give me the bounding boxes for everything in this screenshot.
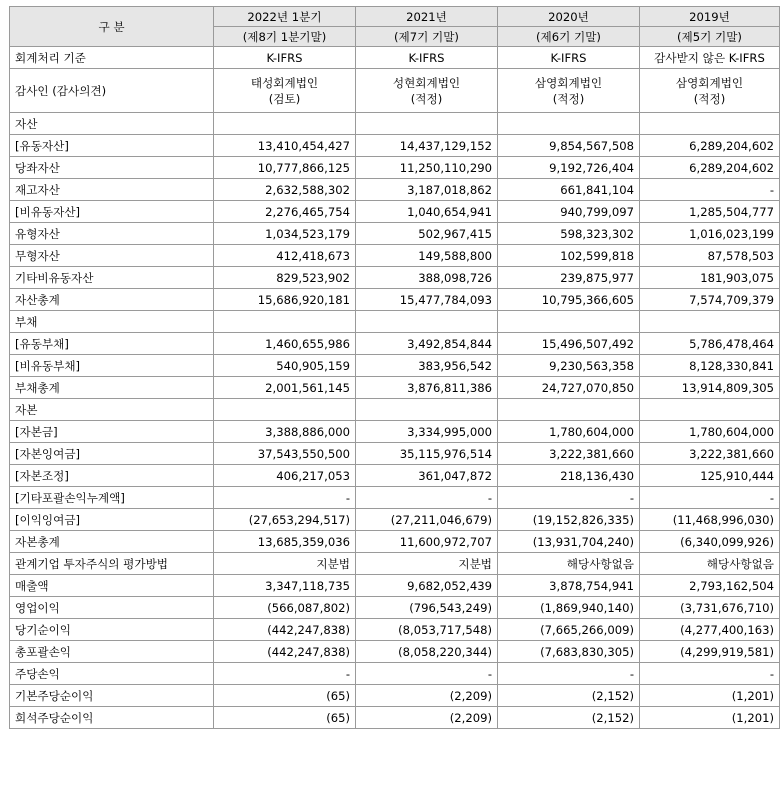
value-cell: 35,115,976,514 [356, 443, 498, 465]
value-cell [356, 113, 498, 135]
table-body [10, 7, 780, 729]
header-row-years [10, 7, 780, 27]
value-cell: (8,053,717,548) [356, 619, 498, 641]
table-row [10, 553, 780, 575]
value-cell: (796,543,249) [356, 597, 498, 619]
value-cell: 598,323,302 [498, 223, 640, 245]
value-cell: 해당사항없음 [498, 553, 640, 575]
value-cell: 1,040,654,941 [356, 201, 498, 223]
value-cell: 24,727,070,850 [498, 377, 640, 399]
value-cell: 3,876,811,386 [356, 377, 498, 399]
row-label: 부채총계 [10, 377, 214, 399]
table-row [10, 597, 780, 619]
value-cell: 6,289,204,602 [640, 157, 780, 179]
row-label: [자본조정] [10, 465, 214, 487]
value-cell: 지분법 [214, 553, 356, 575]
info-cell-line: 삼영회계법인 [675, 75, 744, 90]
value-cell: (13,931,704,240) [498, 531, 640, 553]
value-cell: (2,152) [498, 707, 640, 729]
value-cell: 6,289,204,602 [640, 135, 780, 157]
row-label: [기타포괄손익누계액] [10, 487, 214, 509]
table-row [10, 399, 780, 421]
value-cell: 15,686,920,181 [214, 289, 356, 311]
value-cell: 9,192,726,404 [498, 157, 640, 179]
period-term-header: (제7기 기말) [356, 27, 498, 47]
info-cell-line: K-IFRS [550, 50, 587, 65]
table-row [10, 685, 780, 707]
value-cell: (2,152) [498, 685, 640, 707]
value-cell: 87,578,503 [640, 245, 780, 267]
value-cell: 지분법 [356, 553, 498, 575]
value-cell: (7,665,266,009) [498, 619, 640, 641]
info-cell-line: (적정) [410, 91, 443, 106]
row-label: 당기순이익 [10, 619, 214, 641]
table-row [10, 135, 780, 157]
value-cell: 3,187,018,862 [356, 179, 498, 201]
row-label: 희석주당순이익 [10, 707, 214, 729]
value-cell: 829,523,902 [214, 267, 356, 289]
table-row [10, 245, 780, 267]
value-cell [498, 399, 640, 421]
value-cell: 9,854,567,508 [498, 135, 640, 157]
value-cell: (1,869,940,140) [498, 597, 640, 619]
info-cell-line: 태성회계법인 [250, 75, 319, 90]
value-cell: (442,247,838) [214, 641, 356, 663]
table-row [10, 311, 780, 333]
value-cell: - [640, 487, 780, 509]
info-cell [640, 47, 780, 69]
value-cell: 181,903,075 [640, 267, 780, 289]
value-cell: (4,277,400,163) [640, 619, 780, 641]
info-cell-line: 삼영회계법인 [534, 75, 603, 90]
value-cell: 361,047,872 [356, 465, 498, 487]
value-cell: 8,128,330,841 [640, 355, 780, 377]
value-cell: 125,910,444 [640, 465, 780, 487]
table-row [10, 223, 780, 245]
value-cell: 940,799,097 [498, 201, 640, 223]
row-label: 기본주당순이익 [10, 685, 214, 707]
value-cell: 3,388,886,000 [214, 421, 356, 443]
value-cell: 해당사항없음 [640, 553, 780, 575]
table-row [10, 267, 780, 289]
value-cell: 218,136,430 [498, 465, 640, 487]
value-cell: 13,685,359,036 [214, 531, 356, 553]
info-row [10, 69, 780, 113]
value-cell: 3,334,995,000 [356, 421, 498, 443]
row-label: 회계처리 기준 [10, 47, 214, 69]
value-cell: (65) [214, 685, 356, 707]
table-row [10, 421, 780, 443]
info-row [10, 47, 780, 69]
table-row [10, 641, 780, 663]
period-year-header: 2021년 [356, 7, 498, 27]
table-row [10, 707, 780, 729]
value-cell: (19,152,826,335) [498, 509, 640, 531]
table-row [10, 509, 780, 531]
value-cell [640, 113, 780, 135]
row-label: 자본총계 [10, 531, 214, 553]
value-cell: 3,222,381,660 [640, 443, 780, 465]
value-cell: - [640, 179, 780, 201]
info-cell-line: 감사받지 않은 K-IFRS [654, 50, 765, 65]
value-cell: 540,905,159 [214, 355, 356, 377]
row-label: 주당손익 [10, 663, 214, 685]
period-year-header: 2019년 [640, 7, 780, 27]
info-cell [356, 47, 498, 69]
table-row [10, 289, 780, 311]
value-cell: 10,777,866,125 [214, 157, 356, 179]
row-label: 총포괄손익 [10, 641, 214, 663]
row-label: 부채 [10, 311, 214, 333]
category-header: 구 분 [10, 7, 214, 47]
value-cell: 2,632,588,302 [214, 179, 356, 201]
value-cell: - [356, 487, 498, 509]
row-label: 자산총계 [10, 289, 214, 311]
info-cell-line: (검토) [268, 91, 301, 106]
period-year-header: 2020년 [498, 7, 640, 27]
value-cell: (65) [214, 707, 356, 729]
value-cell: 11,600,972,707 [356, 531, 498, 553]
period-year-header: 2022년 1분기 [214, 7, 356, 27]
info-cell [356, 69, 498, 113]
table-row [10, 531, 780, 553]
value-cell: 37,543,550,500 [214, 443, 356, 465]
row-label: 무형자산 [10, 245, 214, 267]
value-cell: - [356, 663, 498, 685]
period-term-header: (제5기 기말) [640, 27, 780, 47]
value-cell: 661,841,104 [498, 179, 640, 201]
value-cell: 1,780,604,000 [498, 421, 640, 443]
value-cell: 1,285,504,777 [640, 201, 780, 223]
table-row [10, 619, 780, 641]
value-cell: 239,875,977 [498, 267, 640, 289]
value-cell: 14,437,129,152 [356, 135, 498, 157]
row-label: [이익잉여금] [10, 509, 214, 531]
value-cell: 5,786,478,464 [640, 333, 780, 355]
value-cell: 3,492,854,844 [356, 333, 498, 355]
period-term-header: (제6기 기말) [498, 27, 640, 47]
row-label: [비유동자산] [10, 201, 214, 223]
value-cell: 1,780,604,000 [640, 421, 780, 443]
value-cell: - [214, 487, 356, 509]
value-cell: (1,201) [640, 707, 780, 729]
info-cell-line: 성현회계법인 [392, 75, 461, 90]
value-cell: 3,878,754,941 [498, 575, 640, 597]
value-cell: 2,001,561,145 [214, 377, 356, 399]
row-label: [자본잉여금] [10, 443, 214, 465]
info-cell-line: K-IFRS [408, 50, 445, 65]
table-row [10, 333, 780, 355]
value-cell: 2,793,162,504 [640, 575, 780, 597]
table-row [10, 663, 780, 685]
row-label: 자본 [10, 399, 214, 421]
value-cell: (8,058,220,344) [356, 641, 498, 663]
period-term-header: (제8기 1분기말) [214, 27, 356, 47]
value-cell [498, 113, 640, 135]
table-row [10, 443, 780, 465]
value-cell: 1,034,523,179 [214, 223, 356, 245]
value-cell: 2,276,465,754 [214, 201, 356, 223]
value-cell: 502,967,415 [356, 223, 498, 245]
row-label: 유형자산 [10, 223, 214, 245]
row-label: [유동자산] [10, 135, 214, 157]
table-row [10, 487, 780, 509]
value-cell: (11,468,996,030) [640, 509, 780, 531]
value-cell: (7,683,830,305) [498, 641, 640, 663]
info-cell [498, 69, 640, 113]
value-cell: - [498, 663, 640, 685]
value-cell: - [214, 663, 356, 685]
value-cell [214, 399, 356, 421]
row-label: 영업이익 [10, 597, 214, 619]
value-cell: 1,460,655,986 [214, 333, 356, 355]
value-cell [214, 311, 356, 333]
value-cell: 149,588,800 [356, 245, 498, 267]
row-label: 자산 [10, 113, 214, 135]
row-label: 관계기업 투자주식의 평가방법 [10, 553, 214, 575]
info-cell [214, 47, 356, 69]
value-cell: 13,410,454,427 [214, 135, 356, 157]
table-row [10, 113, 780, 135]
value-cell: - [498, 487, 640, 509]
info-cell [640, 69, 780, 113]
value-cell: 102,599,818 [498, 245, 640, 267]
table-row [10, 465, 780, 487]
row-label: [자본금] [10, 421, 214, 443]
row-label: [비유동부채] [10, 355, 214, 377]
value-cell: (442,247,838) [214, 619, 356, 641]
value-cell: - [640, 663, 780, 685]
value-cell: (566,087,802) [214, 597, 356, 619]
value-cell [640, 399, 780, 421]
row-label: 기타비유동자산 [10, 267, 214, 289]
value-cell: (1,201) [640, 685, 780, 707]
value-cell [640, 311, 780, 333]
row-label: 매출액 [10, 575, 214, 597]
table-row [10, 355, 780, 377]
value-cell: (27,211,046,679) [356, 509, 498, 531]
info-cell [214, 69, 356, 113]
value-cell [356, 399, 498, 421]
table-row [10, 157, 780, 179]
table-row [10, 575, 780, 597]
value-cell: (2,209) [356, 707, 498, 729]
value-cell: 388,098,726 [356, 267, 498, 289]
value-cell: 15,496,507,492 [498, 333, 640, 355]
value-cell: 412,418,673 [214, 245, 356, 267]
value-cell [356, 311, 498, 333]
value-cell: 3,222,381,660 [498, 443, 640, 465]
value-cell: 13,914,809,305 [640, 377, 780, 399]
value-cell: 3,347,118,735 [214, 575, 356, 597]
value-cell: (3,731,676,710) [640, 597, 780, 619]
value-cell: 11,250,110,290 [356, 157, 498, 179]
value-cell: (6,340,099,926) [640, 531, 780, 553]
value-cell: 383,956,542 [356, 355, 498, 377]
value-cell: 10,795,366,605 [498, 289, 640, 311]
info-cell-line: (적정) [693, 91, 726, 106]
row-label: 당좌자산 [10, 157, 214, 179]
table-row [10, 179, 780, 201]
info-cell-line: (적정) [552, 91, 585, 106]
value-cell: 9,682,052,439 [356, 575, 498, 597]
value-cell: (27,653,294,517) [214, 509, 356, 531]
value-cell: 406,217,053 [214, 465, 356, 487]
financial-summary-table [9, 6, 780, 729]
row-label: [유동부채] [10, 333, 214, 355]
row-label: 재고자산 [10, 179, 214, 201]
info-cell [498, 47, 640, 69]
value-cell: (4,299,919,581) [640, 641, 780, 663]
table-row [10, 377, 780, 399]
value-cell [498, 311, 640, 333]
info-cell-line: K-IFRS [266, 50, 303, 65]
value-cell: 9,230,563,358 [498, 355, 640, 377]
value-cell: 1,016,023,199 [640, 223, 780, 245]
value-cell: 15,477,784,093 [356, 289, 498, 311]
value-cell: (2,209) [356, 685, 498, 707]
value-cell: 7,574,709,379 [640, 289, 780, 311]
table-row [10, 201, 780, 223]
row-label: 감사인 (감사의견) [10, 69, 214, 113]
value-cell [214, 113, 356, 135]
